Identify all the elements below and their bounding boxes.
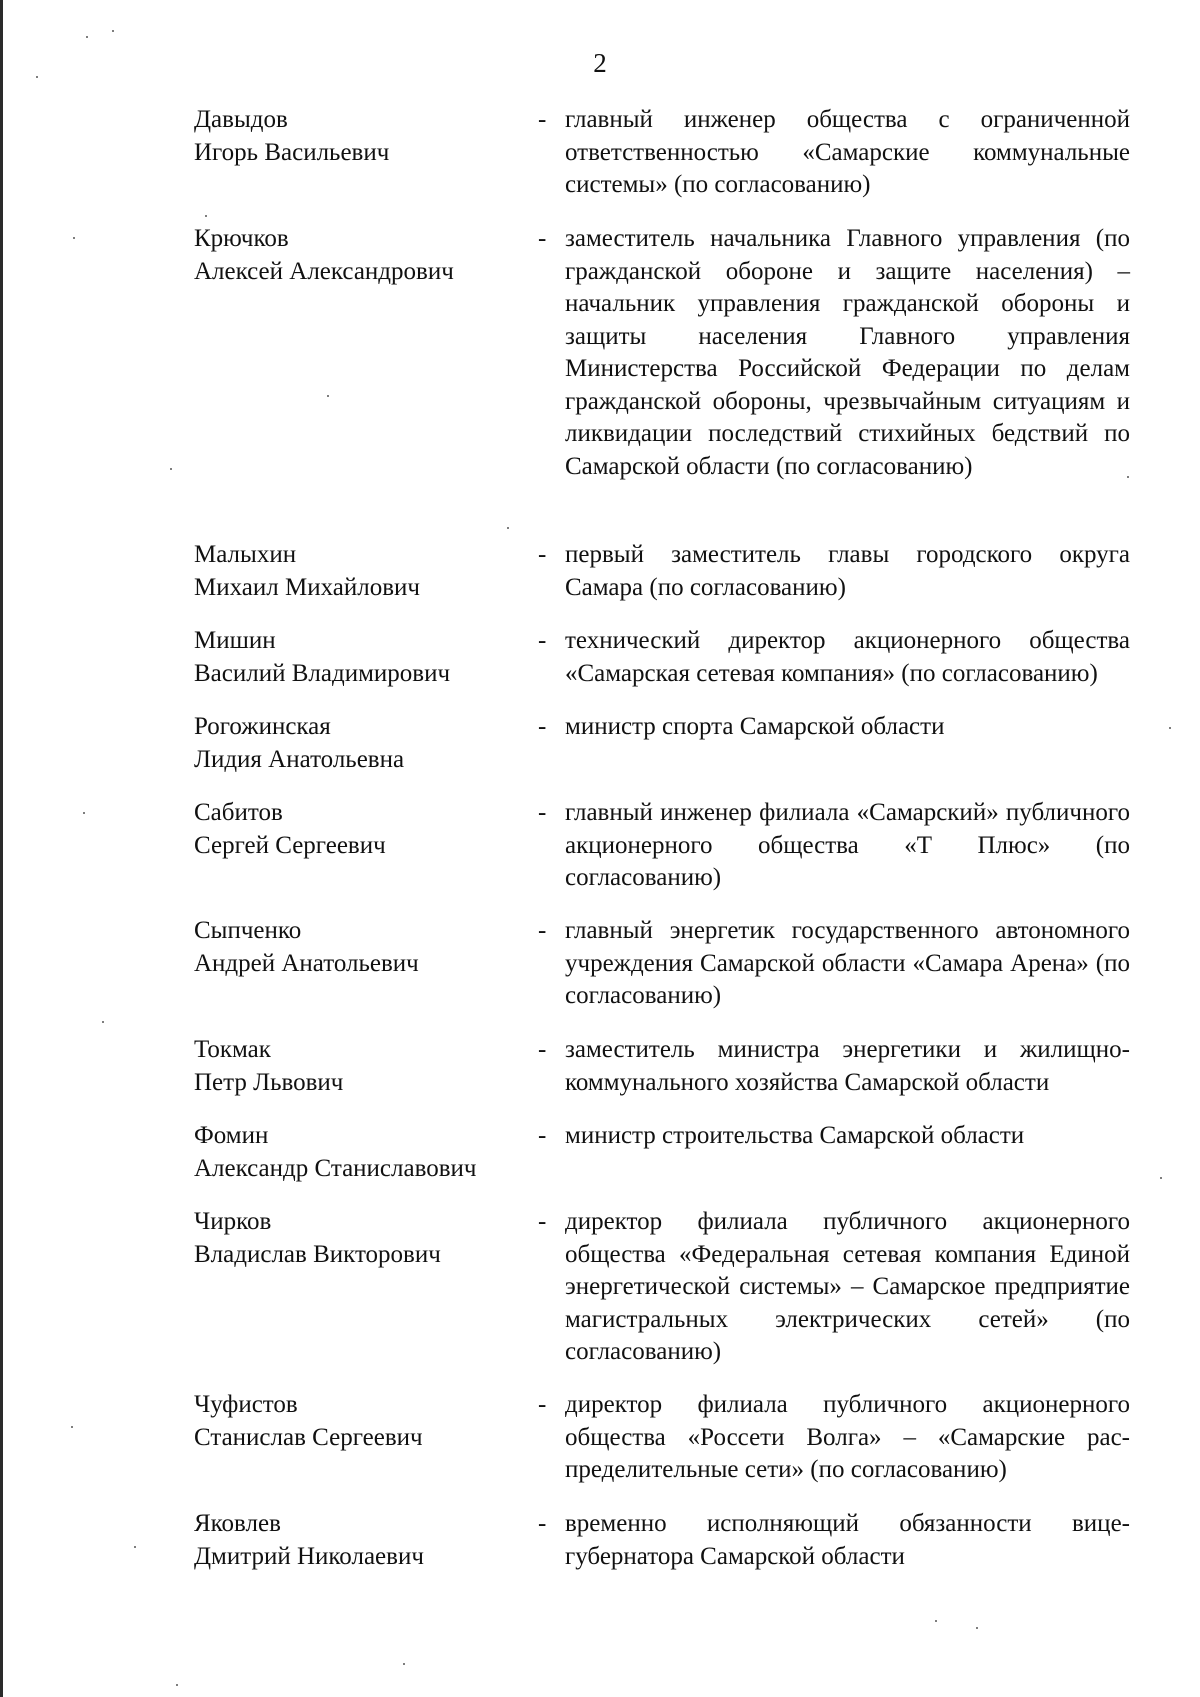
scan-speck: [935, 1620, 937, 1622]
member-name: [194, 539, 524, 604]
member-given-names: Петр Львович: [194, 1068, 344, 1096]
scan-speck: [86, 36, 88, 38]
member-surname: Чирков: [194, 1208, 272, 1235]
scan-speck: [976, 1627, 978, 1629]
list-dash: -: [538, 1036, 547, 1063]
member-surname: Сабитов: [194, 799, 283, 826]
member-name: [194, 711, 524, 776]
member-position: главный инженер филиала «Самарский» публичного акционерного общества «Т Плюс» (по согласованию): [565, 799, 1130, 891]
list-dash: -: [538, 627, 547, 654]
list-dash: -: [538, 1208, 547, 1235]
member-position: первый заместитель главы городского округа Самара (по согласованию): [565, 541, 1130, 601]
member-position: главный инженер общества с ограниченной ответственностью «Самарские коммунальные системы» (по согласованию): [565, 106, 1130, 198]
member-name: [194, 797, 524, 862]
member-position: заместитель начальника Главного управления (по гражданской обороне и защите населения) – начальник управления гражданской обороны и защиты населения Главного управления Министерства Российской Федерации по делам гражданской обороны, чрезвычайным ситуациям и ликвидации последствий стихийных бедствий по Самарской области (по согласованию): [565, 225, 1130, 480]
list-dash: -: [538, 799, 547, 826]
member-given-names: Игорь Васильевич: [194, 138, 390, 166]
member-name: [194, 1206, 524, 1271]
list-dash: -: [538, 713, 547, 740]
list-dash: -: [538, 225, 547, 252]
member-position: министр спорта Самарской области: [565, 713, 945, 740]
member-surname: Мишин: [194, 627, 276, 654]
scan-speck: [36, 76, 38, 78]
member-surname: Яковлев: [194, 1510, 281, 1537]
list-dash: -: [538, 106, 547, 133]
member-given-names: Дмитрий Николаевич: [194, 1542, 424, 1570]
list-dash: -: [538, 917, 547, 944]
member-given-names: Владислав Викторович: [194, 1240, 441, 1268]
scan-speck: [102, 1021, 104, 1023]
member-position: временно исполняющий обязанности вице-губернатора Самарской области: [565, 1510, 1130, 1570]
member-position: министр строительства Самарской области: [565, 1122, 1025, 1149]
member-surname: Сыпченко: [194, 917, 302, 944]
member-surname: Крючков: [194, 225, 289, 252]
scan-speck: [1169, 727, 1171, 729]
member-given-names: Алексей Александрович: [194, 257, 454, 285]
scan-speck: [83, 812, 85, 814]
member-position: главный энергетик государственного автономного учреждения Самарской области «Самара Арена» (по согласованию): [565, 917, 1130, 1009]
member-surname: Давыдов: [194, 106, 288, 133]
member-name: [194, 625, 524, 690]
scan-speck: [71, 1426, 73, 1428]
member-given-names: Василий Владимирович: [194, 659, 451, 687]
member-position: заместитель министра энергетики и жилищно-коммунального хозяйства Самарской области: [565, 1036, 1130, 1096]
list-dash: -: [538, 1391, 547, 1418]
member-given-names: Александр Станиславович: [194, 1154, 477, 1182]
page-number: 2: [593, 48, 607, 78]
member-surname: Рогожинская: [194, 713, 331, 740]
scan-speck: [73, 237, 75, 239]
member-name: [194, 1120, 524, 1185]
list-dash: -: [538, 541, 547, 568]
member-name: [194, 1034, 524, 1099]
member-position: директор филиала публичного акционерного общества «Федеральная сетевая компания Единой энергетической системы» – Самарское предприятие магистральных электрических сетей» (по согласованию): [565, 1208, 1130, 1365]
member-surname: Фомин: [194, 1122, 269, 1149]
member-name: [194, 1389, 524, 1454]
member-position: технический директор акционерного общества «Самарская сетевая компания» (по согласованию): [565, 627, 1130, 687]
member-given-names: Сергей Сергеевич: [194, 831, 386, 859]
member-given-names: Станислав Сергеевич: [194, 1423, 423, 1451]
scan-speck: [1160, 1177, 1162, 1179]
member-name: [194, 104, 524, 169]
scan-speck: [507, 527, 509, 529]
scan-speck: [112, 30, 114, 32]
scan-speck: [170, 468, 172, 470]
member-name: [194, 223, 524, 288]
scan-speck: [176, 1684, 178, 1686]
scan-speck: [1127, 476, 1129, 478]
list-dash: -: [538, 1122, 547, 1149]
member-given-names: Лидия Анатольевна: [194, 745, 405, 773]
scan-speck: [205, 215, 207, 217]
member-surname: Малыхин: [194, 541, 297, 568]
scan-speck: [327, 395, 329, 397]
member-name: [194, 915, 524, 980]
member-given-names: Андрей Анатольевич: [194, 949, 419, 977]
scan-speck: [134, 1546, 136, 1548]
member-name: [194, 1508, 524, 1573]
member-surname: Чуфистов: [194, 1391, 298, 1418]
member-given-names: Михаил Михайлович: [194, 573, 420, 601]
page-edge-shadow: [0, 0, 3, 1697]
list-dash: -: [538, 1510, 547, 1537]
scan-speck: [403, 1663, 405, 1665]
member-position: директор филиала публичного акционерного общества «Россети Волга» – «Самарские распределительные сети» (по согласованию): [565, 1391, 1130, 1483]
member-surname: Токмак: [194, 1036, 271, 1063]
